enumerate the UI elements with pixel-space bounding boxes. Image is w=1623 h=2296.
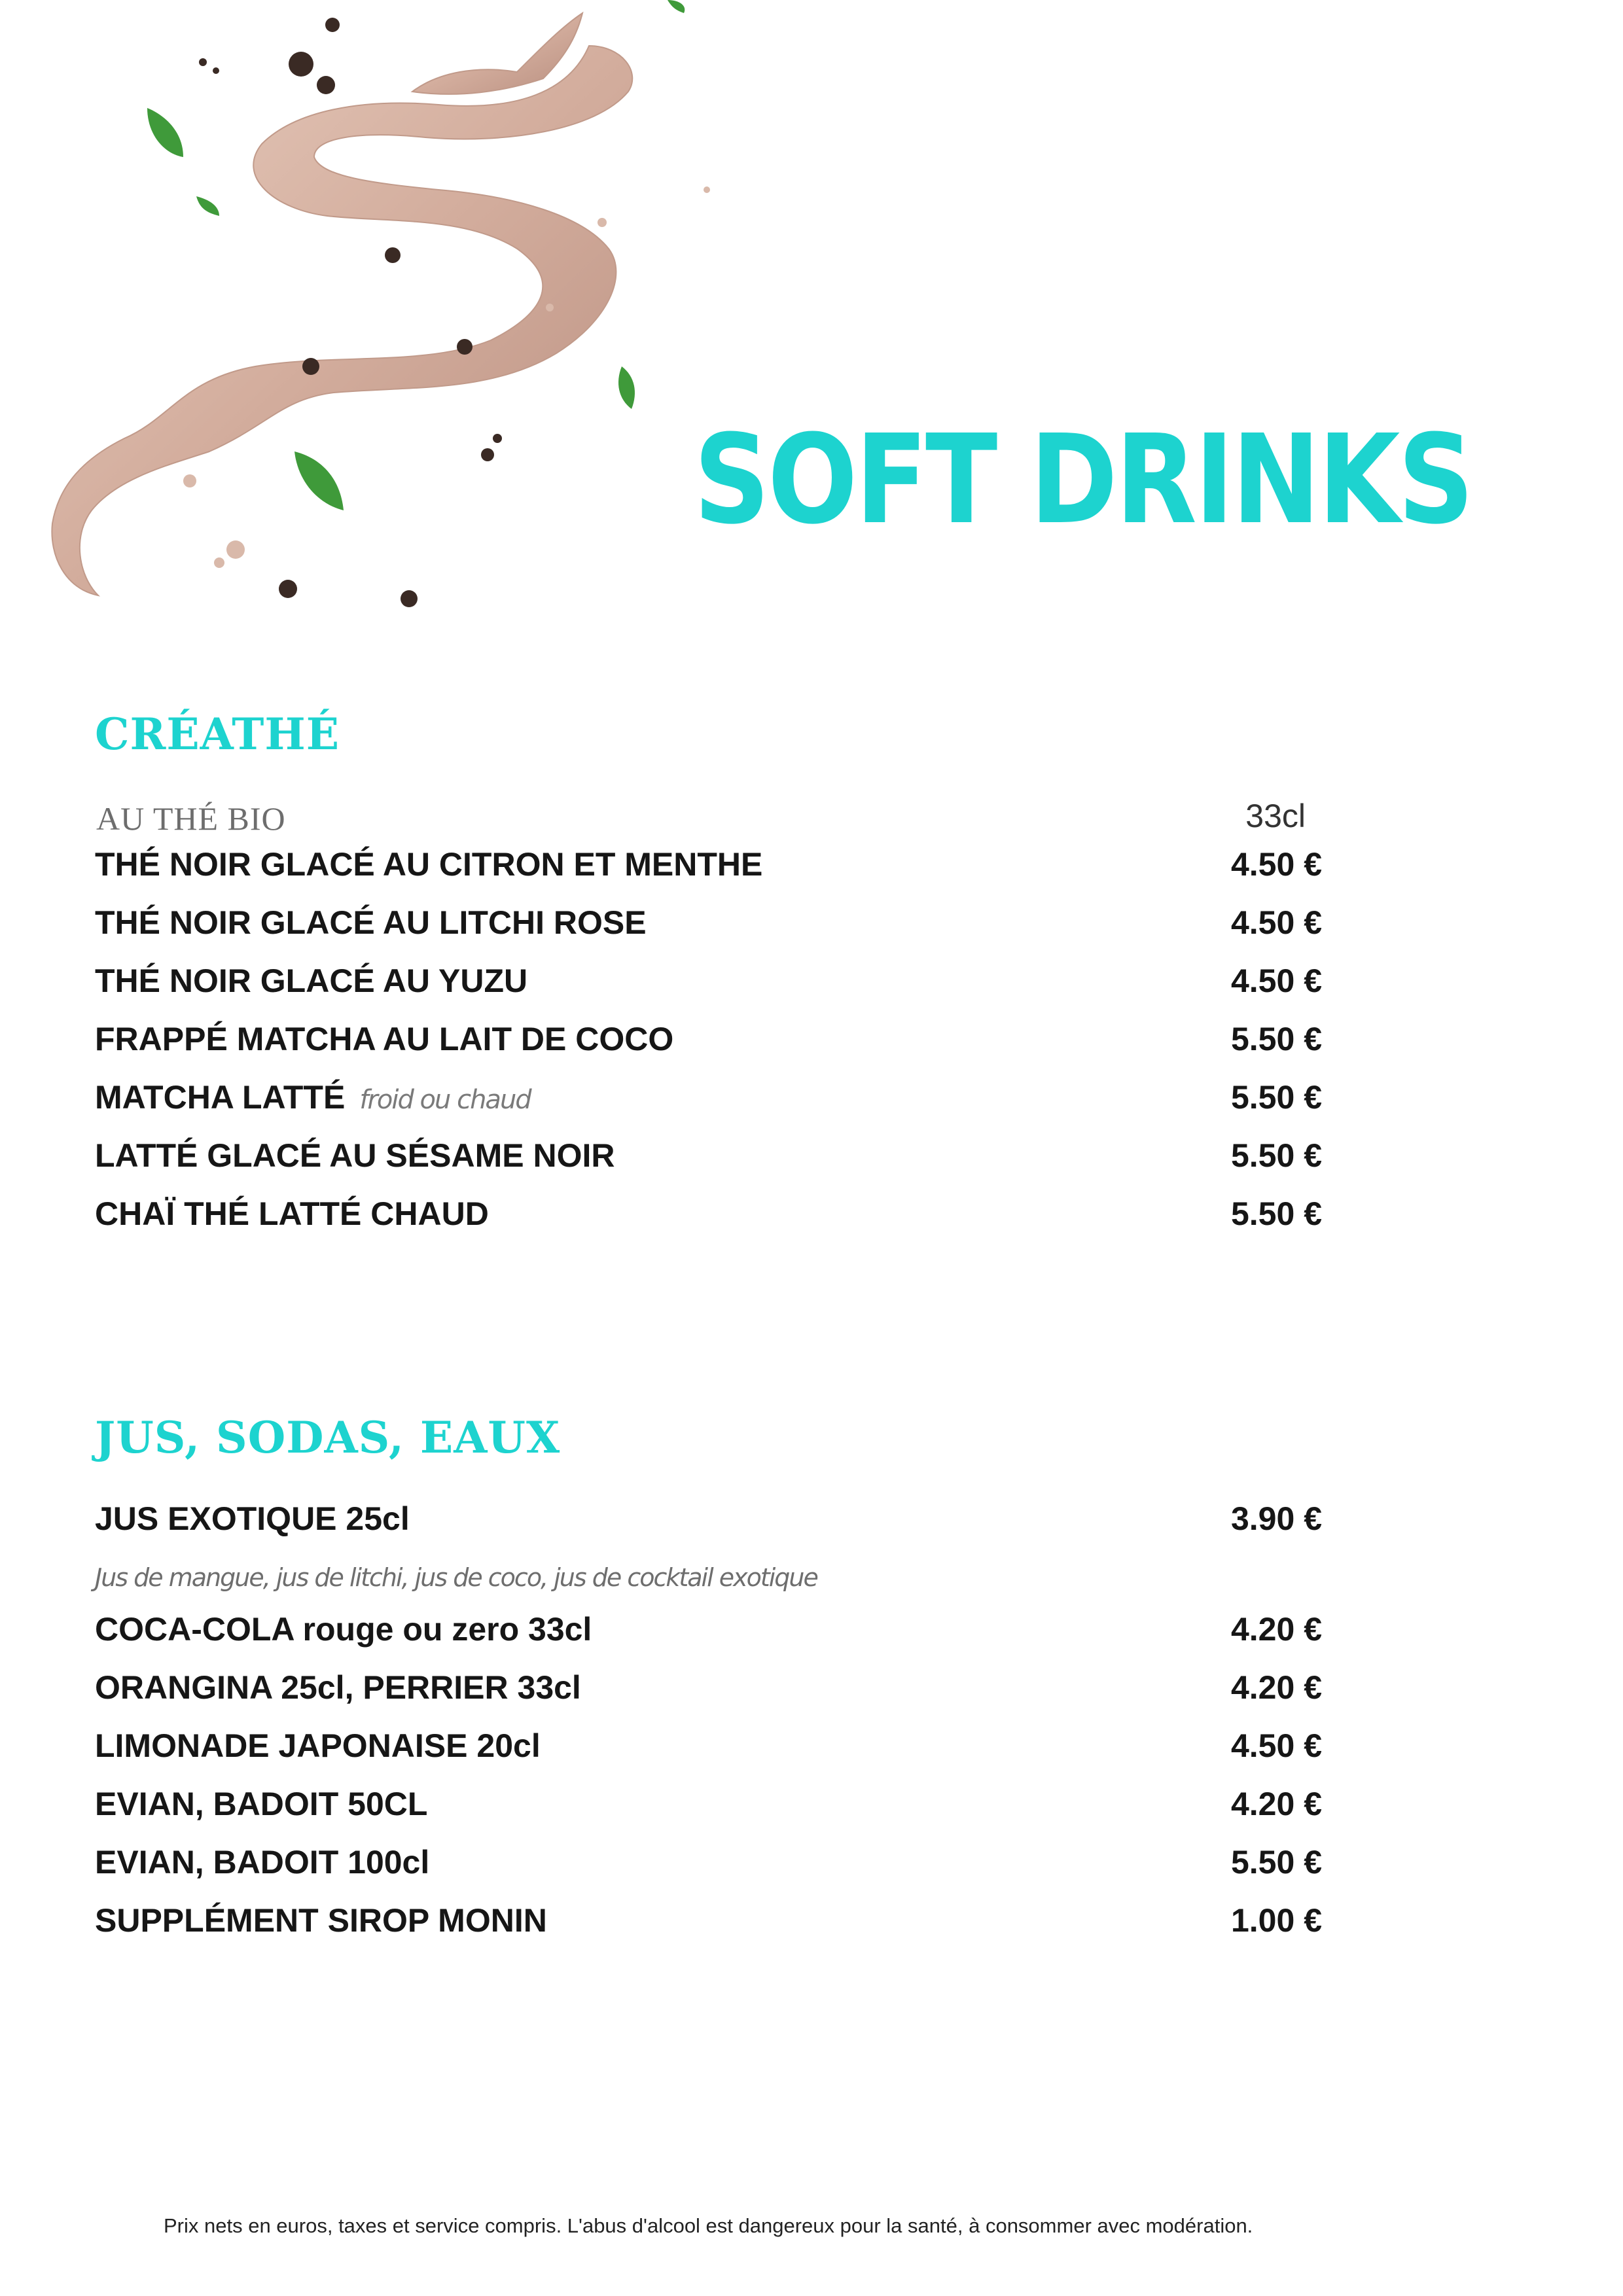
item-price: 4.20 € [1230,1611,1322,1648]
legal-footer: Prix nets en euros, taxes et service compris. L'abus d'alcool est dangereux pour la santé, à consommer avec modération. [164,2214,1253,2237]
item-name: THÉ NOIR GLACÉ AU CITRON ET MENTHE [95,846,763,883]
creathe-menu-list [95,845,1322,1253]
menu-item [95,1137,1322,1195]
item-name: EVIAN, BADOIT 100cl [95,1844,430,1881]
item-price: 5.50 € [1230,1079,1322,1116]
item-price: 4.50 € [1230,904,1322,941]
item-price: 4.50 € [1230,963,1322,999]
menu-item [95,1843,1322,1901]
volume-label: 33cl [1245,798,1306,834]
item-name-with-note [95,1078,531,1116]
menu-item [95,845,1322,904]
menu-item [95,1078,1322,1137]
item-price: 4.50 € [1230,846,1322,883]
menu-item [95,1610,1322,1669]
menu-item [95,904,1322,962]
item-price: 4.20 € [1230,1669,1322,1706]
item-name: COCA-COLA rouge ou zero 33cl [95,1611,592,1648]
menu-item [95,1901,1322,1960]
menu-item [95,1020,1322,1078]
item-price: 5.50 € [1230,1137,1322,1174]
menu-item [95,1195,1322,1253]
page-title: SOFT DRINKS [694,408,1472,552]
item-name: SUPPLÉMENT SIROP MONIN [95,1902,547,1939]
item-name: THÉ NOIR GLACÉ AU YUZU [95,963,528,999]
item-name: THÉ NOIR GLACÉ AU LITCHI ROSE [95,904,647,941]
section-title-jus-sodas-eaux: JUS, SODAS, EAUX [95,1412,561,1463]
item-price: 4.20 € [1230,1786,1322,1822]
item-price: 4.50 € [1230,1727,1322,1764]
item-price: 1.00 € [1230,1902,1322,1939]
item-name: LATTÉ GLACÉ AU SÉSAME NOIR [95,1137,615,1174]
item-price: 3.90 € [1230,1500,1322,1537]
section-title-creathe: CRÉATHÉ [95,709,340,760]
item-name: FRAPPÉ MATCHA AU LAIT DE COCO [95,1021,674,1057]
item-name: LIMONADE JAPONAISE 20cl [95,1727,541,1764]
item-price: 5.50 € [1230,1844,1322,1881]
menu-item [95,1669,1322,1727]
item-name: CHAÏ THÉ LATTÉ CHAUD [95,1195,489,1232]
item-name: JUS EXOTIQUE 25cl [95,1500,410,1537]
item-price: 5.50 € [1230,1021,1322,1057]
item-price: 5.50 € [1230,1195,1322,1232]
menu-item [95,1500,1322,1558]
item-name: MATCHA LATTÉ [95,1079,346,1116]
menu-item [95,962,1322,1020]
section-subhead: AU THÉ BIO [96,800,286,837]
item-description: Jus de mangue, jus de litchi, jus de coco, jus de cocktail exotique [95,1563,817,1592]
menu-item [95,1727,1322,1785]
menu-item [95,1785,1322,1843]
item-note: froid ou chaud [359,1085,531,1115]
milk-tea-splash-illustration [20,0,726,628]
item-name: EVIAN, BADOIT 50CL [95,1786,428,1822]
item-name: ORANGINA 25cl, PERRIER 33cl [95,1669,581,1706]
jus-sodas-eaux-menu-list [95,1500,1322,1960]
